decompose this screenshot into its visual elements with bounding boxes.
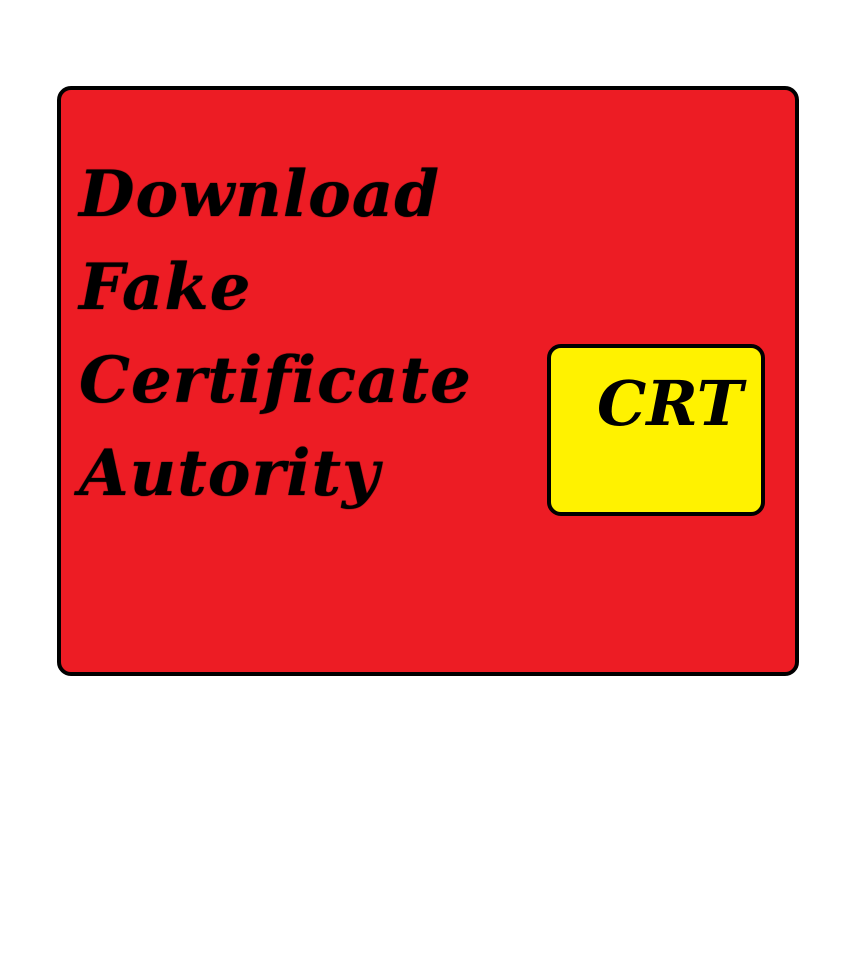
- crt-badge: [547, 344, 765, 516]
- title-line-fake: Fake: [79, 250, 252, 325]
- title-line-autority: Autority: [79, 436, 381, 511]
- certificate-card: [57, 86, 799, 676]
- card-title: [79, 148, 472, 520]
- title-line-certificate: Certificate: [79, 343, 472, 418]
- title-line-download: Download: [79, 157, 441, 232]
- crt-badge-label: CRT: [597, 367, 743, 440]
